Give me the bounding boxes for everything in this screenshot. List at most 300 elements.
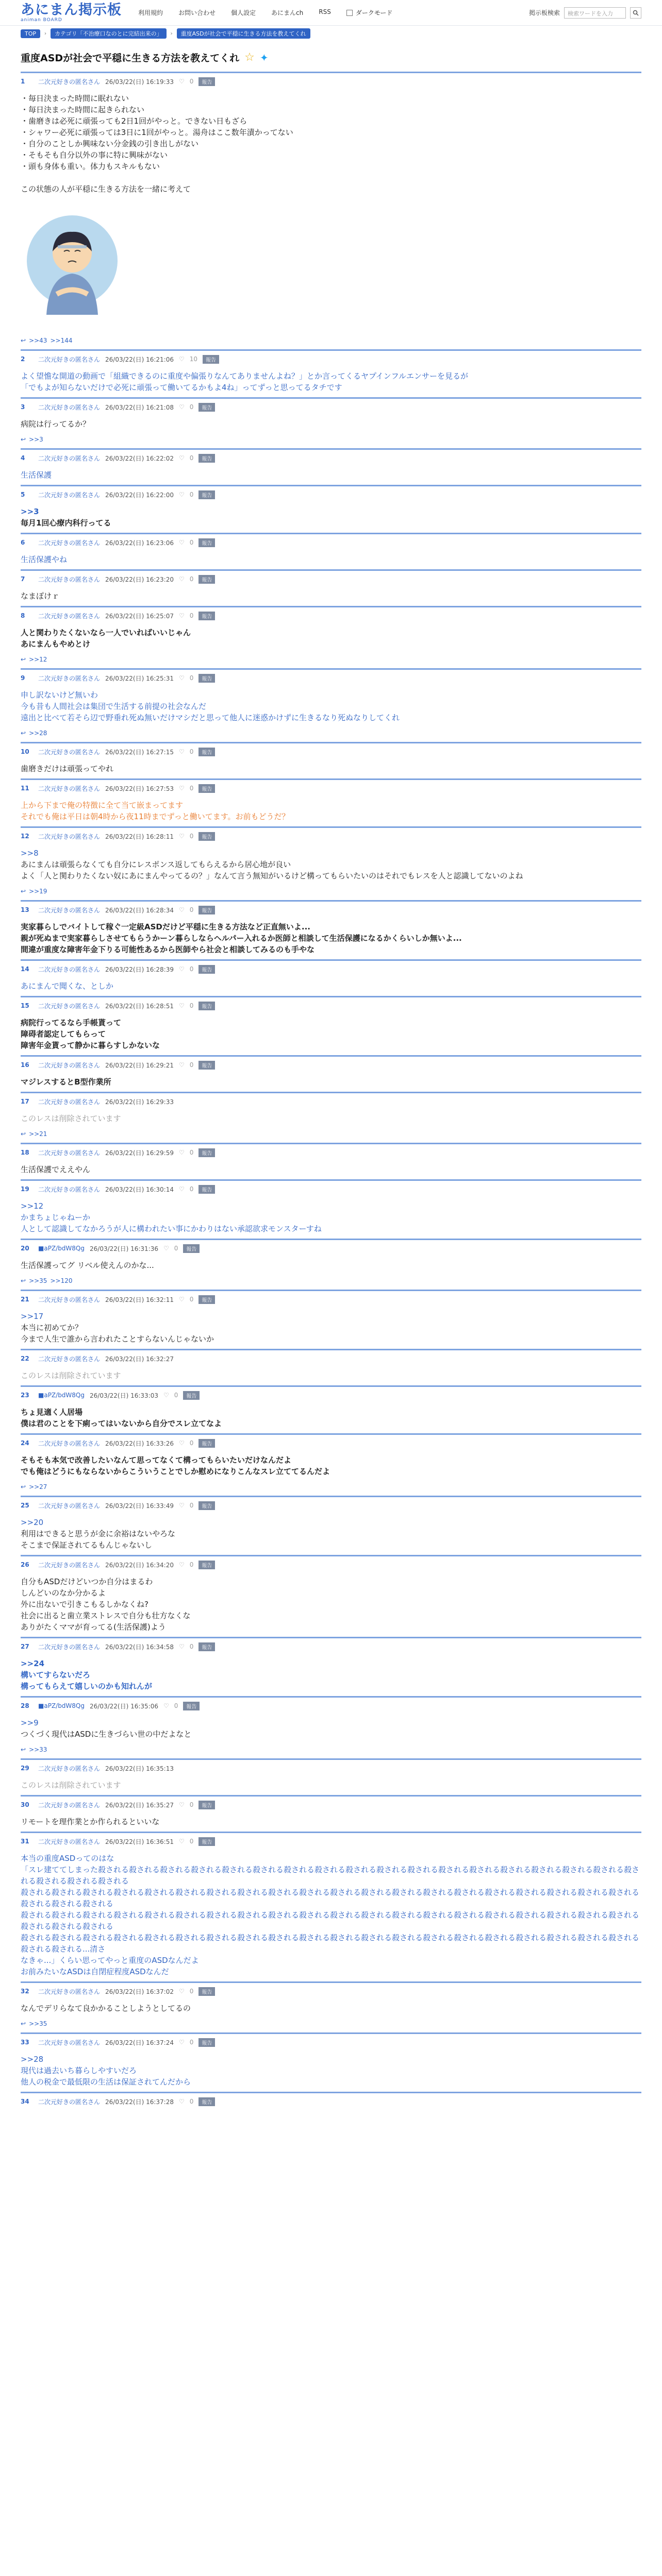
post-body (21, 841, 641, 886)
reply-link[interactable]: >>21 (29, 1130, 47, 1138)
post-line: そこまで保証されてるもんじゃないし (21, 1540, 153, 1550)
reply-arrow-icon: ↩ (21, 656, 26, 663)
post-replies (21, 2018, 641, 2032)
chevron-right-icon: › (170, 30, 173, 37)
report-button[interactable]: 報告 (198, 1295, 215, 1304)
post-number[interactable]: 28 (21, 1702, 29, 1709)
post-author: 二次元好きの匿名さん (38, 355, 101, 363)
post-number[interactable]: 11 (21, 785, 29, 792)
like-heart-icon[interactable]: ♡ (178, 575, 185, 583)
report-button[interactable]: 報告 (198, 538, 215, 547)
logo-subtext: animan BOARD (21, 17, 62, 23)
post-body (21, 500, 641, 533)
post-number[interactable]: 3 (21, 403, 25, 411)
breadcrumb-category[interactable]: カテゴリ「不治療口なのとに完結出来の」 (51, 28, 167, 39)
nav-settings[interactable]: 個人設定 (231, 9, 256, 16)
post-line: ・自分のことしか興味ない分金銭の引き出しがない (21, 139, 199, 148)
post-meta (21, 905, 641, 915)
post-author: 二次元好きの匿名さん (38, 1801, 101, 1809)
post-author: 二次元好きの匿名さん (38, 674, 101, 682)
post-author: 二次元好きの匿名さん (38, 1502, 101, 1510)
post-author: 二次元好きの匿名さん (38, 965, 101, 973)
like-count: 0 (189, 1801, 194, 1808)
report-button[interactable]: 報告 (198, 77, 215, 86)
search-button[interactable] (630, 7, 641, 19)
post-number[interactable]: 9 (21, 674, 25, 682)
post-line: 生活保護 (21, 470, 52, 480)
post-body (21, 1570, 641, 1637)
post (21, 996, 641, 1055)
like-heart-icon[interactable]: ♡ (178, 833, 185, 840)
post-line: でも俺はどうにもならないからこういうことでしか慰めになりこんなスレ立ててるんだよ (21, 1467, 330, 1476)
post-time: 26/03/22(日) 16:30:14 (105, 1185, 174, 1193)
post-number[interactable]: 2 (21, 355, 25, 363)
report-button[interactable]: 報告 (198, 1061, 215, 1070)
reply-arrow-icon: ↩ (21, 1483, 26, 1490)
reply-arrow-icon: ↩ (21, 2020, 26, 2027)
post-line: あにまんは頑張らなくても自分にレスポンス返してもらえるから居心地が良い (21, 860, 291, 869)
post-line: 病院は行ってるか？ (21, 419, 91, 429)
post-number[interactable]: 27 (21, 1643, 29, 1650)
post-meta (21, 1390, 641, 1400)
post-time: 26/03/22(日) 16:33:03 (90, 1392, 158, 1399)
favorite-star-icon[interactable]: ☆ (244, 51, 255, 64)
post-number[interactable]: 34 (21, 2098, 29, 2105)
post-line: しんどいのなか分かるよ (21, 1588, 106, 1598)
post-meta (21, 1641, 641, 1652)
post (21, 1385, 641, 1433)
report-button[interactable]: 報告 (198, 965, 215, 974)
post-body (21, 2047, 641, 2092)
post-line: このレスは削除されています (21, 1371, 121, 1380)
like-heart-icon[interactable]: ♡ (178, 1838, 185, 1845)
search-input[interactable]: 検索ワードを入力 (564, 7, 626, 19)
post (21, 900, 641, 959)
post-number[interactable]: 18 (21, 1149, 29, 1156)
like-heart-icon[interactable]: ♡ (163, 1245, 169, 1252)
post-line: 殺される殺される殺される殺される殺される殺される殺される殺される殺される殺される殺される殺される殺される殺される殺される殺される殺される殺される殺される殺される殺される殺される殺される (21, 1910, 640, 1931)
breadcrumb-top[interactable]: TOP (21, 29, 40, 38)
post-number[interactable]: 14 (21, 965, 29, 973)
post-line: なんでデリらなて良かかることしようとしてるの (21, 2004, 191, 2013)
twitter-share-icon[interactable]: ✦ (259, 51, 269, 64)
like-count: 0 (189, 1439, 194, 1447)
post-meta (21, 1147, 641, 1158)
report-button[interactable]: 報告 (198, 832, 215, 841)
like-count: 0 (189, 2039, 194, 2046)
board-search (529, 7, 641, 19)
reply-link[interactable]: >>19 (29, 888, 47, 895)
post-line (21, 172, 641, 183)
post-time: 26/03/22(日) 16:32:27 (105, 1355, 174, 1363)
reply-arrow-icon: ↩ (21, 1277, 26, 1284)
report-button[interactable]: 報告 (203, 355, 219, 364)
post-number[interactable]: 22 (21, 1355, 29, 1362)
post-time: 26/03/22(日) 16:25:07 (105, 612, 174, 620)
post-number[interactable]: 13 (21, 906, 29, 913)
like-heart-icon[interactable]: ♡ (163, 1702, 169, 1709)
post-line: 生活保護ってグ リベル使えんのかな... (21, 1261, 154, 1270)
post-line: そもそも本気で改善したいなんて思ってなくて構ってもらいたいだけなんだよ (21, 1455, 292, 1465)
post-line: なまぽけｒ (21, 591, 60, 601)
post-line: 毎月1回心療内科行ってる (21, 518, 111, 528)
like-heart-icon[interactable]: ♡ (163, 1392, 169, 1399)
post-body (21, 1652, 641, 1696)
post-line: 「でもよが知らないだけで必死に頑張って働いてるかもよ4ね」ってずっと思ってるタチです (21, 383, 342, 392)
post-number[interactable]: 32 (21, 1988, 29, 1995)
post-meta (21, 964, 641, 974)
report-button[interactable]: 報告 (183, 1391, 200, 1400)
like-heart-icon[interactable]: ♡ (178, 491, 185, 498)
like-count: 0 (189, 78, 194, 85)
like-count: 0 (189, 833, 194, 840)
like-heart-icon[interactable]: ♡ (178, 78, 185, 85)
reply-link[interactable]: >>28 (29, 730, 47, 737)
report-button[interactable]: 報告 (198, 2038, 215, 2047)
report-button[interactable]: 報告 (198, 906, 215, 914)
post-meta (21, 453, 641, 463)
post-time: 26/03/22(日) 16:37:24 (105, 2039, 174, 2046)
like-heart-icon[interactable]: ♡ (178, 2098, 185, 2105)
post-meta (21, 489, 641, 500)
like-heart-icon[interactable]: ♡ (178, 2039, 185, 2046)
post-number[interactable]: 1 (21, 78, 25, 85)
post-anchor-link[interactable]: >>17 (21, 1312, 44, 1321)
report-button[interactable]: 報告 (198, 612, 215, 620)
logo-text: あにまん掲示板 (21, 2, 122, 18)
post-meta (21, 783, 641, 793)
post-line: ・毎日決まった時間に眠れない (21, 94, 129, 103)
post-line: あにまんもやめとけ (21, 639, 91, 649)
post-body (21, 1400, 641, 1433)
like-heart-icon[interactable]: ♡ (178, 403, 185, 411)
post (21, 2092, 641, 2117)
report-button[interactable]: 報告 (198, 2097, 215, 2106)
report-button[interactable]: 報告 (198, 1987, 215, 1996)
post-author: 二次元好きの匿名さん (38, 1149, 101, 1157)
post-time: 26/03/22(日) 16:35:06 (90, 1702, 158, 1710)
like-count: 0 (174, 1702, 178, 1709)
like-heart-icon[interactable]: ♡ (178, 785, 185, 792)
post-author: 二次元好きの匿名さん (38, 2098, 101, 2106)
post-line: 歯磨きだけは頑張ってやれ (21, 764, 114, 773)
post-line: 構ってもらえて嬉しいのかも知れんが (21, 1682, 153, 1691)
post-time: 26/03/22(日) 16:33:49 (105, 1502, 174, 1510)
post-meta (21, 1986, 641, 1996)
report-button[interactable]: 報告 (198, 1148, 215, 1157)
nav-animanch[interactable]: あにまんch (271, 9, 304, 16)
post-body (21, 793, 641, 826)
post-time: 26/03/22(日) 16:22:02 (105, 454, 174, 462)
post-time: 26/03/22(日) 16:29:59 (105, 1149, 174, 1157)
reply-link[interactable]: >>43 (29, 337, 47, 344)
post-number[interactable]: 5 (21, 491, 25, 498)
post-body (21, 1810, 641, 1832)
report-button[interactable]: 報告 (198, 1185, 215, 1194)
like-heart-icon[interactable]: ♡ (178, 965, 185, 973)
report-button[interactable]: 報告 (198, 1837, 215, 1846)
reply-link[interactable]: >>33 (29, 1746, 47, 1753)
like-heart-icon[interactable]: ♡ (178, 1002, 185, 1009)
like-count: 0 (189, 1185, 194, 1193)
post-replies (21, 654, 641, 668)
thread-header (21, 41, 641, 72)
post-number[interactable]: 25 (21, 1502, 29, 1509)
post-line: 利用はできると思うが金に余裕はないやろな (21, 1529, 176, 1538)
like-count: 0 (189, 1643, 194, 1650)
like-count: 0 (189, 1838, 194, 1845)
post (21, 569, 641, 606)
like-heart-icon[interactable]: ♡ (178, 454, 185, 462)
post-body (21, 548, 641, 569)
post-time: 26/03/22(日) 16:33:26 (105, 1439, 174, 1447)
like-heart-icon[interactable]: ♡ (178, 906, 185, 913)
post-number[interactable]: 15 (21, 1002, 29, 1009)
like-count: 0 (189, 1061, 194, 1069)
like-count: 0 (189, 454, 194, 462)
post-number[interactable]: 19 (21, 1185, 29, 1193)
post-line: 自分もASDだけどいつか自分はまるわ (21, 1577, 153, 1586)
post-author: 二次元好きの匿名さん (38, 1002, 101, 1010)
post-image[interactable] (21, 204, 124, 323)
post (21, 1349, 641, 1385)
post-meta (21, 747, 641, 757)
post-line: 「スレ建ててしまった殺される殺される殺される殺される殺される殺される殺される殺される殺される殺される殺される殺される殺される殺される殺される殺される殺される殺される殺される殺される殺される (21, 1865, 640, 1886)
post-time: 26/03/22(日) 16:34:58 (105, 1643, 174, 1651)
post-number[interactable]: 10 (21, 748, 29, 755)
dark-mode-toggle[interactable] (346, 8, 393, 17)
report-button[interactable]: 報告 (198, 575, 215, 584)
report-button[interactable]: 報告 (198, 1561, 215, 1569)
post-meta (21, 402, 641, 412)
post-line: 殺される殺される殺される殺される殺される殺される殺される殺される殺される殺される殺される殺される殺される殺される殺される殺される殺される殺される殺される殺される殺される殺される...清さ (21, 1933, 640, 1954)
like-count: 0 (189, 1988, 194, 1995)
like-heart-icon[interactable]: ♡ (178, 1061, 185, 1069)
post-meta (21, 831, 641, 841)
post-line: よく「人と関わりたくない奴にあにまんやってるの？」なんて言う無知がいるけど構ってもらいたいのはそれでもレスを人と認識してないのよね (21, 871, 523, 880)
post-number[interactable]: 8 (21, 612, 25, 619)
post-body (21, 915, 641, 959)
like-heart-icon[interactable]: ♡ (178, 1185, 185, 1193)
post-anchor-link[interactable]: >>20 (21, 1518, 44, 1527)
like-heart-icon[interactable]: ♡ (178, 674, 185, 682)
report-button[interactable]: 報告 (198, 674, 215, 683)
report-button[interactable]: 報告 (198, 1002, 215, 1010)
reply-link[interactable]: >>12 (29, 656, 47, 663)
report-button[interactable]: 報告 (198, 403, 215, 412)
breadcrumb (0, 26, 662, 41)
post-author: 二次元好きの匿名さん (38, 906, 101, 914)
reply-arrow-icon: ↩ (21, 888, 26, 895)
reply-link[interactable]: >>35 (29, 2020, 47, 2027)
post (21, 606, 641, 668)
post-replies (21, 335, 641, 349)
post-body (21, 1448, 641, 1481)
post-author: 二次元好きの匿名さん (38, 539, 101, 547)
reply-link[interactable]: >>35 (29, 1277, 47, 1284)
post-body (21, 584, 641, 606)
post-time: 26/03/22(日) 16:37:28 (105, 2098, 174, 2106)
post-meta (21, 1060, 641, 1070)
like-count: 0 (189, 785, 194, 792)
post-number[interactable]: 7 (21, 575, 25, 583)
post (21, 1143, 641, 1179)
post-body (21, 364, 641, 397)
like-count: 10 (189, 355, 198, 363)
post (21, 742, 641, 778)
like-count: 0 (189, 612, 194, 619)
post-line: なきゃ...」くらい思ってやっと重度のASDなんだよ (21, 1956, 199, 1965)
search-label: 掲示板検索 (528, 9, 560, 16)
post-anchor-link[interactable]: >>8 (21, 849, 39, 858)
like-count: 0 (174, 1392, 178, 1399)
post-anchor-link[interactable]: >>28 (21, 2055, 44, 2064)
post-meta (21, 1294, 641, 1304)
reply-link[interactable]: >>3 (29, 436, 43, 443)
report-button[interactable]: 報告 (198, 1501, 215, 1510)
post (21, 1555, 641, 1637)
like-heart-icon[interactable]: ♡ (178, 539, 185, 546)
post-number[interactable]: 16 (21, 1061, 29, 1069)
post-time: 26/03/22(日) 16:28:11 (105, 833, 174, 840)
post-body (21, 1996, 641, 2018)
post-body (21, 1364, 641, 1385)
post-time: 26/03/22(日) 16:27:53 (105, 785, 174, 792)
post-number[interactable]: 21 (21, 1296, 29, 1303)
dark-mode-checkbox[interactable] (346, 10, 353, 16)
report-button[interactable]: 報告 (198, 784, 215, 793)
post-number[interactable]: 30 (21, 1801, 29, 1808)
post-line: あにまんで聞くな、としか (21, 981, 114, 991)
post-line: ・頭も身体も重い。体力もスキルもない (21, 162, 160, 171)
post-number[interactable]: 29 (21, 1765, 29, 1772)
reply-link[interactable]: >>144 (50, 337, 73, 344)
nav-rss[interactable]: RSS (319, 8, 331, 15)
post-anchor-link[interactable]: >>3 (21, 507, 39, 516)
post-number[interactable]: 23 (21, 1392, 29, 1399)
post-body (21, 1158, 641, 1179)
thread-main (0, 41, 662, 2117)
post-meta (21, 574, 641, 584)
post (21, 397, 641, 448)
post-body (21, 1711, 641, 1744)
post-number[interactable]: 6 (21, 539, 25, 546)
post (21, 1795, 641, 1832)
post-line: 病院行ってるなら手帳貰って (21, 1018, 122, 1027)
post (21, 1433, 641, 1496)
post-anchor-link[interactable]: >>12 (21, 1201, 44, 1211)
like-heart-icon[interactable]: ♡ (178, 612, 185, 619)
like-count: 0 (189, 748, 194, 755)
report-button[interactable]: 報告 (198, 454, 215, 463)
post (21, 1696, 641, 1758)
like-heart-icon[interactable]: ♡ (178, 1643, 185, 1650)
report-button[interactable]: 報告 (198, 1439, 215, 1448)
report-button[interactable]: 報告 (183, 1244, 200, 1253)
post-time: 26/03/22(日) 16:35:13 (105, 1765, 174, 1772)
post-number[interactable]: 17 (21, 1098, 29, 1105)
like-heart-icon[interactable]: ♡ (178, 1149, 185, 1156)
like-heart-icon[interactable]: ♡ (178, 355, 185, 363)
post-line: 実家暮らしでバイトして稼ぐ一定級ASDだけど平穏に生きる方法など正直無いよ... (21, 922, 310, 931)
post (21, 1179, 641, 1239)
post-number[interactable]: 24 (21, 1439, 29, 1447)
post-author: ■aPZ/bdW8Qg (38, 1392, 85, 1399)
like-heart-icon[interactable]: ♡ (178, 1988, 185, 1995)
post-line: つくづく現代はASDに生きづらい世の中だよなと (21, 1730, 192, 1739)
like-count: 0 (189, 674, 194, 682)
post-time: 26/03/22(日) 16:31:36 (90, 1245, 158, 1252)
breadcrumb-thread[interactable]: 重度ASDが社会で平穏に生きる方法を教えてくれ (177, 28, 310, 39)
post-line: 人として認識してなかろうが人に構われたい事にかわりはない承認欲求モンスターすね (21, 1224, 322, 1233)
post-body (21, 1107, 641, 1128)
site-logo[interactable] (21, 3, 122, 23)
post-author: 二次元好きの匿名さん (38, 575, 101, 583)
post-number[interactable]: 20 (21, 1245, 29, 1252)
report-button[interactable]: 報告 (198, 1642, 215, 1651)
post-time: 26/03/22(日) 16:19:33 (105, 78, 174, 86)
post (21, 1055, 641, 1092)
post-number[interactable]: 26 (21, 1561, 29, 1568)
post-meta (21, 1701, 641, 1711)
post-author: 二次元好きの匿名さん (38, 785, 101, 792)
post-replies (21, 1481, 641, 1496)
post (21, 778, 641, 826)
like-heart-icon[interactable]: ♡ (178, 1801, 185, 1808)
post-number[interactable]: 4 (21, 454, 25, 462)
post-anchor-link[interactable]: >>9 (21, 1718, 39, 1727)
post-line: このレスは削除されています (21, 1114, 121, 1123)
post-meta (21, 2037, 641, 2047)
chevron-right-icon: › (44, 30, 47, 37)
reply-link[interactable]: >>27 (29, 1483, 47, 1490)
post-author: 二次元好きの匿名さん (38, 1765, 101, 1772)
post-line: それでも俺は平日は朝4時から夜11時までずっと働いてます。お前もどうだ？ (21, 812, 290, 821)
like-count: 0 (189, 1502, 194, 1509)
like-heart-icon[interactable]: ♡ (178, 748, 185, 755)
like-count: 0 (174, 1245, 178, 1252)
nav-terms[interactable]: 利用規約 (138, 9, 163, 16)
nav-contact[interactable]: お問い合わせ (178, 9, 216, 16)
post-meta (21, 354, 641, 364)
like-heart-icon[interactable]: ♡ (178, 1561, 185, 1568)
post-time: 26/03/22(日) 16:36:51 (105, 1838, 174, 1845)
post-number[interactable]: 33 (21, 2039, 29, 2046)
like-count: 0 (189, 1149, 194, 1156)
post-line: 親が死ぬまで実家暮らしさせてもらうかーン暮らしならヘルパー入れるか医師と相談して生活保護になるかくらいしか無いよ... (21, 934, 462, 943)
post-body (21, 1511, 641, 1555)
post-time: 26/03/22(日) 16:28:39 (105, 965, 174, 973)
reply-arrow-icon: ↩ (21, 436, 26, 443)
like-heart-icon[interactable]: ♡ (178, 1502, 185, 1509)
post-number[interactable]: 12 (21, 833, 29, 840)
post-line: ・毎日決まった時間に起きられない (21, 105, 145, 114)
post-time: 26/03/22(日) 16:21:06 (105, 355, 174, 363)
post-line: この状態の人が平穏に生きる方法を一緒に考えて (21, 184, 191, 194)
like-heart-icon[interactable]: ♡ (178, 1296, 185, 1303)
report-button[interactable]: 報告 (198, 748, 215, 756)
thread-title: 重度ASDが社会で平穏に生きる方法を教えてくれ (21, 53, 240, 64)
report-button[interactable]: 報告 (198, 490, 215, 499)
post-line: このレスは削除されています (21, 1781, 121, 1790)
like-heart-icon[interactable]: ♡ (178, 1439, 185, 1447)
post-number[interactable]: 31 (21, 1838, 29, 1845)
report-button[interactable]: 報告 (183, 1702, 200, 1710)
reply-link[interactable]: >>120 (50, 1277, 73, 1284)
post-anchor-link[interactable]: >>24 (21, 1659, 45, 1668)
top-nav (138, 8, 331, 17)
report-button[interactable]: 報告 (198, 1801, 215, 1809)
